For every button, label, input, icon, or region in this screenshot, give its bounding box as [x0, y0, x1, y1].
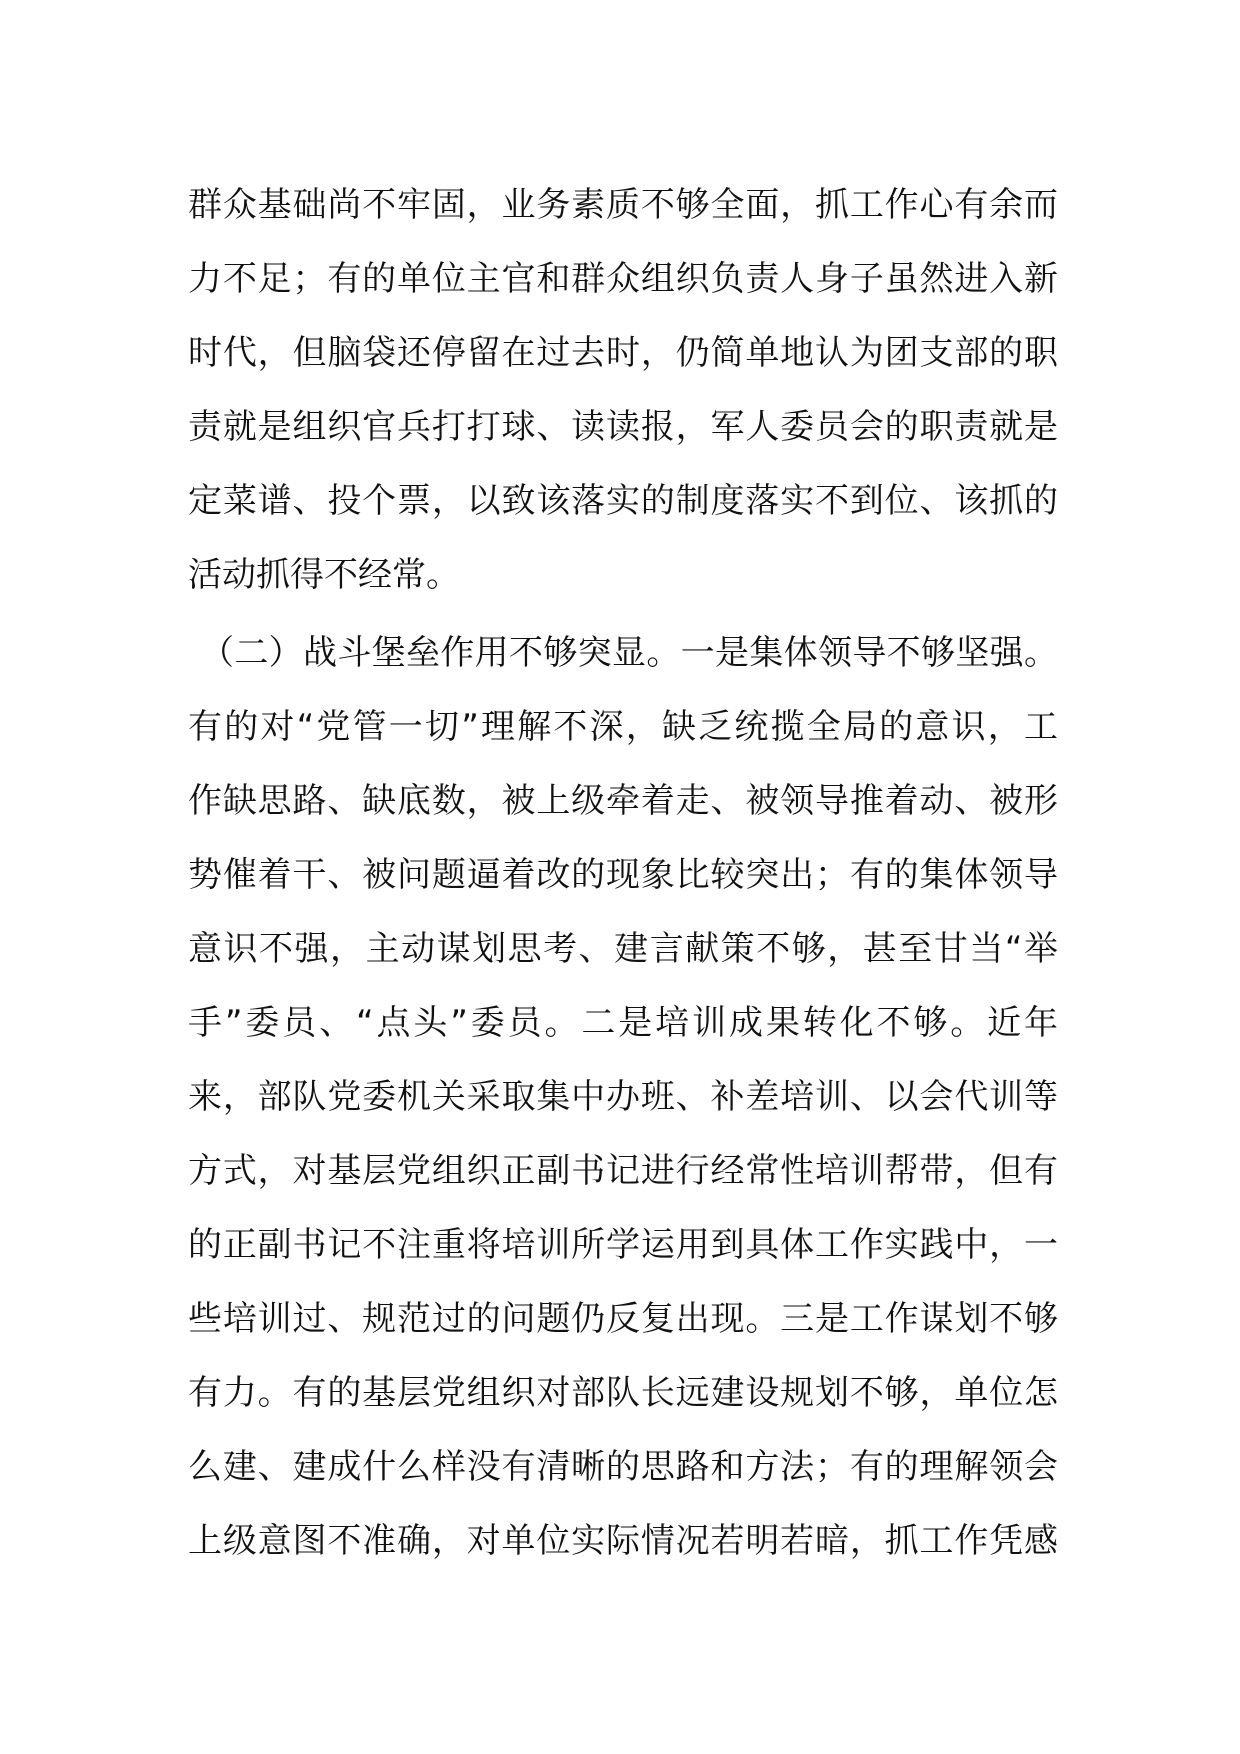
text-line: 活动抓得不经常。	[188, 555, 460, 595]
text-line: 作缺思路、缺底数，被上级牵着走、被领导推着动、被形	[188, 781, 1058, 821]
text-line: 手”委员、“点头”委员。二是培训成果转化不够。近年	[188, 1003, 1058, 1043]
text-line: 时代，但脑袋还停留在过去时，仍简单地认为团支部的职	[188, 333, 1058, 373]
text-line: 意识不强，主动谋划思考、建言献策不够，甚至甘当“举	[188, 929, 1058, 969]
text-line: 有力。有的基层党组织对部队长远建设规划不够，单位怎	[188, 1373, 1058, 1413]
paragraph-1	[188, 168, 1058, 612]
text-line: 力不足；有的单位主官和群众组织负责人身子虽然进入新	[188, 259, 1058, 299]
text-line: 定菜谱、投个票，以致该落实的制度落实不到位、该抓的	[188, 481, 1058, 521]
document-body	[188, 168, 1058, 1578]
text-line: 方式，对基层党组织正副书记进行经常性培训帮带，但有	[188, 1151, 1058, 1191]
text-line: 势催着干、被问题逼着改的现象比较突出；有的集体领导	[188, 855, 1058, 895]
section-heading-line: （二）战斗堡垒作用不够突显。一是集体领导不够坚强。	[200, 633, 1058, 673]
text-line: 群众基础尚不牢固，业务素质不够全面，抓工作心有余而	[188, 185, 1058, 225]
text-line: 些培训过、规范过的问题仍反复出现。三是工作谋划不够	[188, 1299, 1058, 1339]
text-line: 有的对“党管一切”理解不深，缺乏统揽全局的意识，工	[188, 707, 1058, 747]
text-line: 来，部队党委机关采取集中办班、补差培训、以会代训等	[188, 1077, 1058, 1117]
text-line: 上级意图不准确，对单位实际情况若明若暗，抓工作凭感	[188, 1521, 1058, 1561]
text-line: 责就是组织官兵打打球、读读报，军人委员会的职责就是	[188, 407, 1058, 447]
paragraph-2	[188, 616, 1058, 1578]
text-line: 的正副书记不注重将培训所学运用到具体工作实践中，一	[188, 1225, 1058, 1265]
text-line: 么建、建成什么样没有清晰的思路和方法；有的理解领会	[188, 1447, 1058, 1487]
